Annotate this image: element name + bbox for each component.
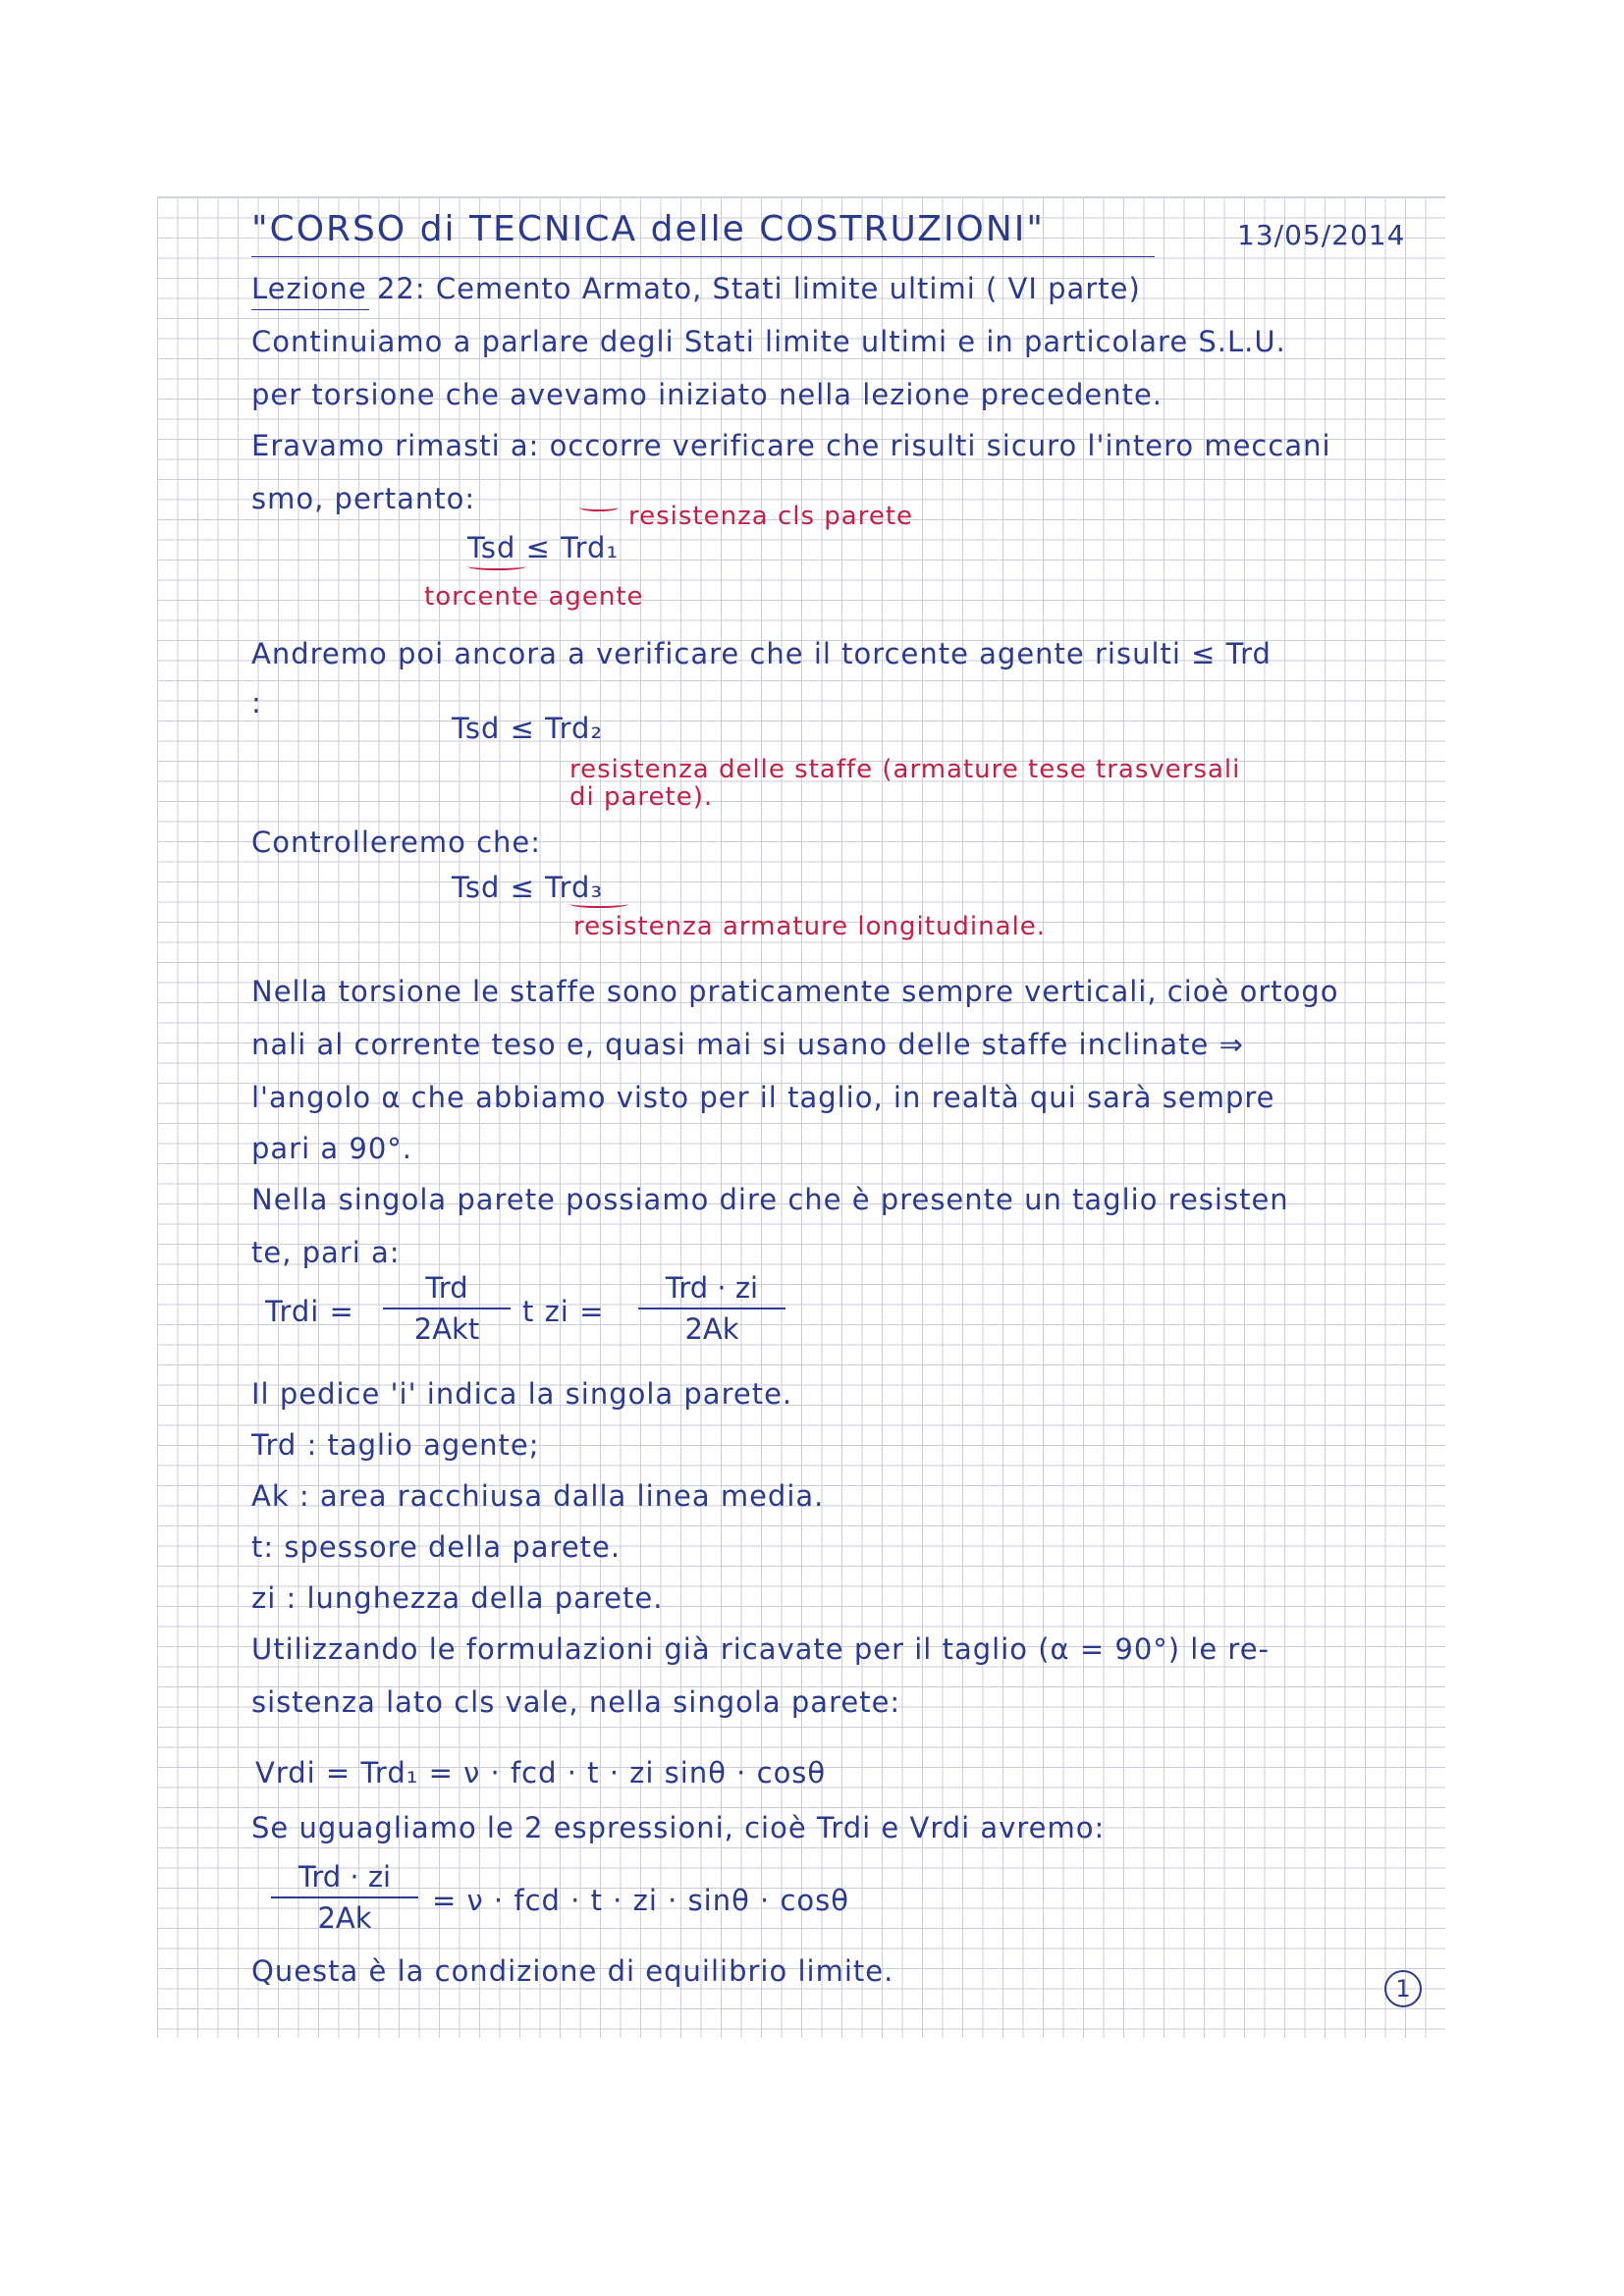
fraction bbox=[383, 1271, 511, 1346]
text-line: Nella singola parete possiamo dire che è presente un taglio resisten bbox=[251, 1183, 1289, 1216]
fraction bbox=[271, 1860, 418, 1935]
numerator: Trd · zi bbox=[638, 1271, 785, 1309]
text-line: Controlleremo che: bbox=[251, 826, 542, 859]
text-line: Eravamo rimasti a: occorre verificare che risulti sicuro l'intero meccani bbox=[251, 429, 1331, 462]
text-line: per torsione che avevamo iniziato nella lezione precedente. bbox=[251, 378, 1164, 411]
page-number: 1 bbox=[1384, 1970, 1422, 2007]
denominator: 2Ak bbox=[684, 1312, 739, 1346]
text-line: zi : lunghezza della parete. bbox=[251, 1581, 664, 1615]
graph-paper-sheet bbox=[157, 196, 1445, 2038]
annotation-red: resistenza armature longitudinale. bbox=[573, 912, 1047, 941]
formula-lhs: Trdi = bbox=[265, 1295, 354, 1328]
inequality-3: Tsd ≤ Trd₃ bbox=[452, 871, 604, 904]
text-line: Utilizzando le formulazioni già ricavate per il taglio (α = 90°) le re- bbox=[251, 1632, 1271, 1666]
title-underline bbox=[251, 256, 1155, 257]
text-line: t: spessore della parete. bbox=[251, 1530, 622, 1564]
text-line: : bbox=[251, 686, 262, 720]
tilde-mark bbox=[569, 900, 628, 908]
text-line: Questa è la condizione di equilibrio limite. bbox=[251, 1954, 894, 1988]
text-line: pari a 90°. bbox=[251, 1132, 412, 1165]
formula-3-rhs: = ν · fcd · t · zi · sinθ · cosθ bbox=[432, 1884, 850, 1917]
inequality-2: Tsd ≤ Trd₂ bbox=[452, 712, 604, 745]
text-line: sistenza lato cls vale, nella singola parete: bbox=[251, 1685, 901, 1719]
course-title: "CORSO di TECNICA delle COSTRUZIONI" bbox=[251, 209, 1045, 249]
lesson-heading-underline bbox=[251, 309, 369, 310]
numerator: Trd · zi bbox=[271, 1860, 418, 1898]
annotation-red: resistenza delle staffe (armature tese trasversali bbox=[569, 755, 1241, 784]
formula-middle: t zi = bbox=[522, 1295, 605, 1328]
text-line: te, pari a: bbox=[251, 1236, 401, 1269]
inequality-1: Tsd ≤ Trd₁ bbox=[467, 531, 620, 564]
numerator: Trd bbox=[383, 1271, 511, 1309]
annotation-red: torcente agente bbox=[424, 582, 644, 612]
text-line: Trd : taglio agente; bbox=[251, 1428, 540, 1462]
lesson-heading: Lezione 22: Cemento Armato, Stati limite ultimi ( VI parte) bbox=[251, 272, 1141, 305]
text-line: smo, pertanto: bbox=[251, 482, 476, 515]
tilde-mark bbox=[467, 562, 526, 570]
formula-2: Vrdi = Trd₁ = ν · fcd · t · zi sinθ · cosθ bbox=[255, 1756, 827, 1789]
text-line: l'angolo α che abbiamo visto per il taglio, in realtà qui sarà sempre bbox=[251, 1081, 1275, 1114]
denominator: 2Akt bbox=[413, 1312, 480, 1346]
tilde-mark bbox=[579, 504, 619, 511]
text-line: Nella torsione le staffe sono praticamente sempre verticali, cioè ortogo bbox=[251, 975, 1339, 1008]
text-line: Il pedice 'i' indica la singola parete. bbox=[251, 1377, 793, 1411]
fraction bbox=[638, 1271, 785, 1346]
annotation-red: di parete). bbox=[569, 782, 714, 812]
text-line: Se uguagliamo le 2 espressioni, cioè Trdi e Vrdi avremo: bbox=[251, 1811, 1106, 1844]
annotation-red: resistenza cls parete bbox=[628, 502, 914, 531]
text-line: Continuiamo a parlare degli Stati limite ultimi e in particolare S.L.U. bbox=[251, 325, 1286, 358]
text-line: Andremo poi ancora a verificare che il torcente agente risulti ≤ Trd bbox=[251, 637, 1272, 670]
lesson-date: 13/05/2014 bbox=[1237, 219, 1406, 251]
text-line: Ak : area racchiusa dalla linea media. bbox=[251, 1479, 825, 1513]
denominator: 2Ak bbox=[317, 1901, 372, 1935]
text-line: nali al corrente teso e, quasi mai si usano delle staffe inclinate ⇒ bbox=[251, 1028, 1244, 1061]
